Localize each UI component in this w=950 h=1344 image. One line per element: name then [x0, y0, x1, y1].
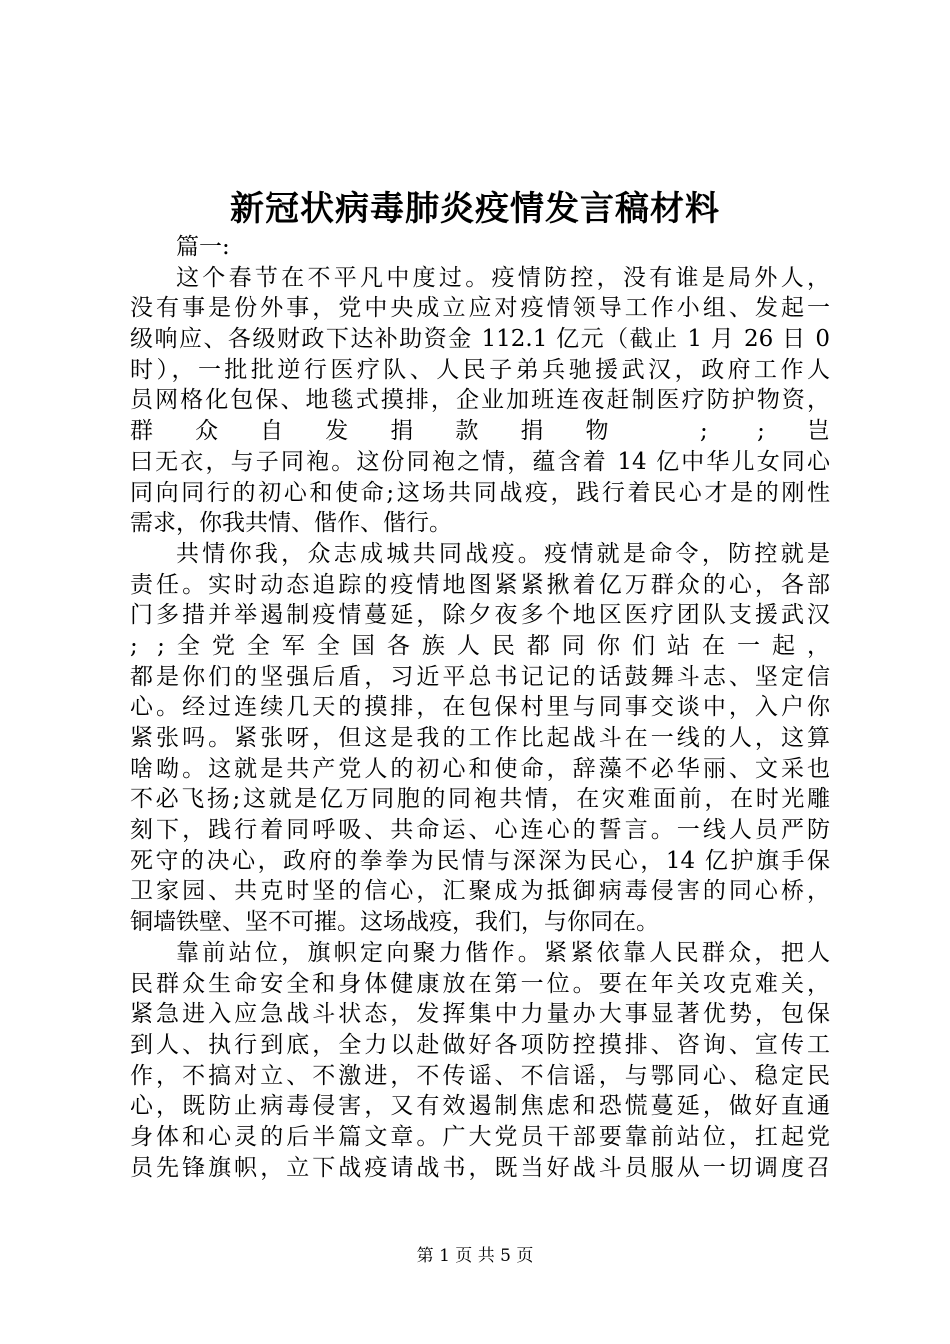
body-line: 篇一: [176, 234, 230, 260]
body-line: 责任。实时动态追踪的疫情地图紧紧揪着亿万群众的心，各部 [130, 571, 830, 598]
body-line: 没有事是份外事，党中央成立应对疫情领导工作小组、发起一 [130, 295, 830, 322]
body-line: 时），一批批逆行医疗队、人民子弟兵驰援武汉，政府工作人 [130, 356, 830, 383]
body-line: 紧张吗。紧张呀，但这是我的工作比起战斗在一线的人，这算 [130, 725, 830, 751]
body-line: 同向同行的初心和使命;这场共同战疫，践行着民心才是的刚性 [130, 479, 830, 506]
body-line: 作，不搞对立、不激进，不传谣、不信谣，与鄂同心、稳定民 [130, 1062, 830, 1089]
body-line: 啥呦。这就是共产党人的初心和使命，辞藻不必华丽、文采也 [130, 755, 830, 782]
body-line: 民群众生命安全和身体健康放在第一位。要在年关攻克难关， [130, 970, 830, 997]
document-body [130, 232, 830, 1183]
body-line: 不必飞扬;这就是亿万同胞的同袍共情，在灾难面前，在时光雕 [130, 786, 830, 813]
body-line: 需求，你我共情、偕作、偕行。 [130, 510, 452, 537]
body-line: 都是你们的坚强后盾，习近平总书记记的话鼓舞斗志、坚定信 [130, 663, 830, 690]
body-line: 刻下，践行着同呼吸、共命运、心连心的誓言。一线人员严防 [130, 817, 830, 844]
body-line: 级响应、各级财政下达补助资金 112.1 亿元（截止 1 月 26 日 0 [130, 326, 830, 353]
body-line: 共情你我，众志成城共同战疫。疫情就是命令，防控就是 [176, 540, 830, 567]
body-line: 紧急进入应急战斗状态，发挥集中力量办大事显著优势，包保 [130, 1001, 830, 1028]
body-line: 靠前站位，旗帜定向聚力偕作。紧紧依靠人民群众，把人 [176, 939, 830, 966]
body-line: 铜墙铁壁、坚不可摧。这场战疫，我们，与你同在。 [130, 909, 659, 936]
body-line: 到人、执行到底，全力以赴做好各项防控摸排、咨询、宣传工 [130, 1031, 830, 1058]
body-line: 员先锋旗帜，立下战疫请战书，既当好战斗员服从一切调度召 [130, 1154, 830, 1181]
body-line: ; ;全党全军全国各族人民都同你们站在一起， [130, 632, 830, 659]
document-title: 新冠状病毒肺炎疫情发言稿材料 [230, 189, 720, 229]
body-line: 曰无衣，与子同袍。这份同袍之情，蕴含着 14 亿中华儿女同心 [130, 448, 830, 475]
body-line: 门多措并举遏制疫情蔓延，除夕夜多个地区医疗团队支援武汉 [130, 602, 830, 629]
body-line: 员网格化包保、地毯式摸排，企业加班连夜赶制医疗防护物资， [130, 387, 830, 414]
body-line: 心。经过连续几天的摸排，在包保村里与同事交谈中，入户你 [130, 694, 830, 721]
body-line: 身体和心灵的后半篇文章。广大党员干部要靠前站位，扛起党 [130, 1123, 830, 1150]
body-line: 心，既防止病毒侵害，又有效遏制焦虑和恐慌蔓延，做好直通 [130, 1093, 830, 1120]
body-line: 这个春节在不平凡中度过。疫情防控，没有谁是局外人， [176, 264, 830, 291]
body-line: 群众自发捐款捐物 ; ;岂 [130, 418, 830, 445]
body-line: 卫家园、共克时坚的信心，汇聚成为抵御病毒侵害的同心桥， [130, 878, 830, 905]
body-line: 死守的决心，政府的拳拳为民情与深深为民心，14 亿护旗手保 [130, 847, 830, 874]
page-footer: 第 1 页 共 5 页 [416, 1246, 534, 1266]
